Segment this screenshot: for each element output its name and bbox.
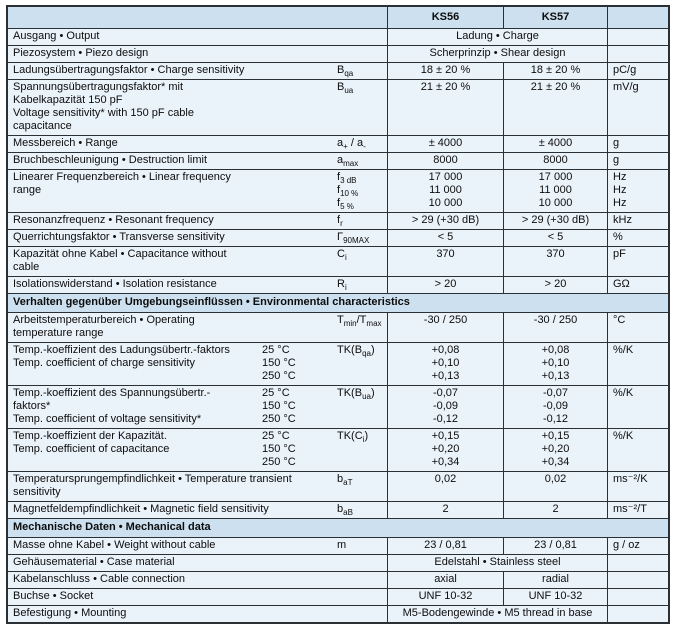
- unit: g: [607, 136, 668, 152]
- header-param-cell: [8, 7, 387, 28]
- param-label: Piezosystem • Piezo design: [13, 47, 149, 59]
- value-span: Ladung • Charge: [387, 29, 607, 45]
- symbol: [337, 277, 387, 293]
- symbol-sub: aT: [343, 478, 353, 488]
- param-label: Querrichtungsfaktor • Transverse sensitivity: [13, 231, 225, 243]
- value-span: Scherprinzip • Shear design: [387, 46, 607, 62]
- symbol-main: ): [370, 387, 375, 399]
- symbol: [337, 136, 387, 152]
- symbol-main: f: [337, 184, 341, 196]
- param-label-de: Temp.-koeffizient der Kapazität.: [13, 430, 167, 442]
- unit: g: [607, 153, 668, 169]
- temperature-conditions: 25 °C 150 °C 250 °C: [262, 387, 296, 425]
- value-ks56: +0,08 +0,10 +0,13: [387, 343, 503, 385]
- param-label: Arbeitstemperaturbereich • Operating temperature range: [13, 314, 195, 339]
- param-label: Bruchbeschleunigung • Destruction limit: [13, 154, 208, 166]
- symbol: [337, 170, 387, 212]
- param-label: Isolationswiderstand • Isolation resistance: [13, 278, 217, 290]
- value-ks56: axial: [387, 572, 503, 588]
- value-ks57: 2: [503, 502, 607, 518]
- row-range: [8, 135, 668, 152]
- row-mounting: [8, 605, 668, 622]
- unit: [607, 572, 668, 588]
- value-ks56: 2: [387, 502, 503, 518]
- param-label: [8, 343, 250, 372]
- value-ks57: -0,07 -0,09 -0,12: [503, 386, 607, 428]
- symbol-main: TK(C: [337, 430, 363, 442]
- param-label-en: Voltage sensitivity* with 150 pF cable capacitance: [13, 107, 194, 132]
- value-ks56: -30 / 250: [387, 313, 503, 342]
- param-label: Kapazität ohne Kabel • Capacitance without cable: [13, 248, 227, 273]
- value-ks56: UNF 10-32: [387, 589, 503, 605]
- symbol: [337, 538, 387, 554]
- unit: mV/g: [607, 80, 668, 135]
- section-mechanical: [8, 518, 668, 537]
- row-temperature-transient: [8, 471, 668, 501]
- unit: pF: [607, 247, 668, 276]
- symbol: [337, 472, 387, 488]
- row-output: [8, 28, 668, 45]
- unit: %/K: [607, 429, 668, 471]
- symbol-main: f: [337, 214, 341, 226]
- symbol-sub: +: [343, 142, 348, 152]
- value-ks56: 0,02: [387, 472, 503, 501]
- symbol-main: a: [337, 137, 344, 149]
- row-operating-temperature: [8, 312, 668, 342]
- symbol-sub: qa: [344, 69, 354, 79]
- section-environmental: [8, 293, 668, 312]
- symbol-sub: 10 %: [340, 189, 359, 199]
- value-ks57: 18 ± 20 %: [503, 63, 607, 79]
- header-ks57: KS57: [503, 7, 607, 28]
- symbol: [337, 63, 387, 79]
- param-label: Masse ohne Kabel • Weight without cable: [13, 539, 216, 551]
- value-ks56: 370: [387, 247, 503, 276]
- symbol-main: b: [337, 503, 344, 515]
- row-magnetic-field: [8, 501, 668, 518]
- symbol-sub: -: [363, 142, 366, 152]
- value-ks57: UNF 10-32: [503, 589, 607, 605]
- symbol: [337, 80, 387, 96]
- value-span: M5-Bodengewinde • M5 thread in base: [387, 606, 607, 622]
- param-label: Ladungsübertragungsfaktor • Charge sensitivity: [13, 64, 245, 76]
- symbol-sub: min: [343, 319, 357, 329]
- param-label: Magnetfeldempfindlichkeit • Magnetic field sensitivity: [13, 503, 269, 515]
- value-ks57: radial: [503, 572, 607, 588]
- value-ks56: -0,07 -0,09 -0,12: [387, 386, 503, 428]
- symbol: [337, 386, 387, 402]
- unit: [607, 29, 668, 45]
- symbol-sub: 3 dB: [340, 176, 357, 186]
- param-label: Buchse • Socket: [13, 590, 94, 602]
- value-ks56: > 20: [387, 277, 503, 293]
- value-ks57: 0,02: [503, 472, 607, 501]
- symbol: [337, 313, 387, 329]
- symbol-main: f: [337, 197, 341, 209]
- value-ks57: 370: [503, 247, 607, 276]
- symbol-main: B: [337, 81, 345, 93]
- row-voltage-sensitivity: [8, 79, 668, 135]
- row-tk-voltage-sensitivity: [8, 385, 668, 428]
- symbol-main: / a: [347, 137, 364, 149]
- row-socket: [8, 588, 668, 605]
- value-span: Edelstahl • Stainless steel: [387, 555, 607, 571]
- value-ks56: +0,15 +0,20 +0,34: [387, 429, 503, 471]
- symbol-sub: r: [340, 219, 343, 229]
- symbol-main: ): [364, 430, 369, 442]
- param-label-de: Temp.-koeffizient des Spannungsübertr.-faktors*: [13, 387, 211, 412]
- row-case-material: [8, 554, 668, 571]
- unit: %/K: [607, 343, 668, 385]
- symbol-sub: i: [362, 435, 365, 445]
- value-ks56: 23 / 0,81: [387, 538, 503, 554]
- row-transverse-sensitivity: [8, 229, 668, 246]
- symbol-sub: ua: [362, 392, 371, 402]
- value-ks57: +0,15 +0,20 +0,34: [503, 429, 607, 471]
- symbol-main: T: [337, 314, 344, 326]
- symbol-sub: 5 %: [340, 202, 354, 212]
- row-tk-capacitance: [8, 428, 668, 471]
- symbol-sub: max: [366, 319, 382, 329]
- value-ks57: 21 ± 20 %: [503, 80, 607, 135]
- row-piezo: [8, 45, 668, 62]
- symbol-main: b: [337, 473, 344, 485]
- symbol: [337, 429, 387, 445]
- symbol-main: TK(B: [337, 387, 363, 399]
- row-weight: [8, 537, 668, 554]
- unit: °C: [607, 313, 668, 342]
- unit: %/K: [607, 386, 668, 428]
- unit: pC/g: [607, 63, 668, 79]
- symbol: [337, 230, 387, 246]
- symbol-sub: aB: [343, 508, 353, 518]
- symbol: [337, 247, 387, 263]
- value-ks57: 23 / 0,81: [503, 538, 607, 554]
- param-label: Ausgang • Output: [13, 30, 100, 42]
- temperature-conditions: 25 °C 150 °C 250 °C: [262, 344, 296, 382]
- value-ks57: > 20: [503, 277, 607, 293]
- symbol-main: R: [337, 278, 345, 290]
- value-ks57: 8000: [503, 153, 607, 169]
- symbol-main: C: [337, 248, 345, 260]
- symbol-sub: i: [344, 253, 347, 263]
- symbol: [337, 502, 387, 518]
- header-unit-empty: [607, 7, 668, 28]
- symbol-main: B: [337, 64, 345, 76]
- table-header-row: [8, 7, 668, 28]
- symbol-main: /T: [356, 314, 367, 326]
- spec-table: [6, 5, 670, 624]
- section-title: Verhalten gegenüber Umgebungseinflüssen • Environmental characteristics: [13, 296, 410, 308]
- value-ks56: ± 4000: [387, 136, 503, 152]
- temperature-conditions: 25 °C 150 °C 250 °C: [262, 430, 296, 468]
- unit: kHz: [607, 213, 668, 229]
- param-label: Messbereich • Range: [13, 137, 118, 149]
- header-ks56: KS56: [387, 7, 503, 28]
- symbol-sub: qa: [362, 349, 371, 359]
- param-label: [8, 80, 250, 135]
- symbol-sub: max: [343, 159, 359, 169]
- param-label: Resonanzfrequenz • Resonant frequency: [13, 214, 214, 226]
- value-ks57: -30 / 250: [503, 313, 607, 342]
- value-ks56: 18 ± 20 %: [387, 63, 503, 79]
- unit: [607, 589, 668, 605]
- param-label: [8, 386, 250, 428]
- symbol-sub: ua: [344, 86, 354, 96]
- unit: Hz Hz Hz: [607, 170, 668, 212]
- unit: [607, 46, 668, 62]
- value-ks56: 8000: [387, 153, 503, 169]
- param-label: Befestigung • Mounting: [13, 607, 127, 619]
- param-label: Linearer Frequenzbereich • Linear frequency range: [13, 171, 231, 196]
- value-ks57: ± 4000: [503, 136, 607, 152]
- unit: [607, 606, 668, 622]
- param-label-de: Spannungsübertragungsfaktor* mit Kabelkapazität 150 pF: [13, 81, 183, 106]
- symbol-sub: 90MAX: [343, 236, 370, 246]
- value-ks57: > 29 (+30 dB): [503, 213, 607, 229]
- row-destruction-limit: [8, 152, 668, 169]
- symbol-main: a: [337, 154, 344, 166]
- row-capacitance: [8, 246, 668, 276]
- row-isolation-resistance: [8, 276, 668, 293]
- param-label-en: Temp. coefficient of charge sensitivity: [13, 357, 195, 369]
- section-title: Mechanische Daten • Mechanical data: [13, 521, 211, 533]
- symbol-main: f: [337, 171, 341, 183]
- value-ks57: +0,08 +0,10 +0,13: [503, 343, 607, 385]
- value-ks56: 17 000 11 000 10 000: [387, 170, 503, 212]
- value-ks57: < 5: [503, 230, 607, 246]
- row-resonant-frequency: [8, 212, 668, 229]
- unit: ms⁻²/K: [607, 472, 668, 501]
- symbol: [337, 343, 387, 359]
- param-label-en: Temp. coefficient of capacitance: [13, 443, 170, 455]
- value-ks56: < 5: [387, 230, 503, 246]
- param-label-de: Temp.-koeffizient des Ladungsübertr.-faktors: [13, 344, 230, 356]
- header-empty: [8, 7, 250, 15]
- param-label: [8, 429, 250, 458]
- row-charge-sensitivity: [8, 62, 668, 79]
- param-label-en: Temp. coefficient of voltage sensitivity*: [13, 413, 202, 425]
- unit: [607, 555, 668, 571]
- symbol-main: m: [337, 539, 347, 551]
- symbol-sub: i: [344, 283, 347, 293]
- value-ks56: > 29 (+30 dB): [387, 213, 503, 229]
- row-cable-connection: [8, 571, 668, 588]
- symbol-main: TK(B: [337, 344, 363, 356]
- value-ks57: 17 000 11 000 10 000: [503, 170, 607, 212]
- unit: ms⁻²/T: [607, 502, 668, 518]
- symbol-main: ): [370, 344, 375, 356]
- unit: GΩ: [607, 277, 668, 293]
- param-label: Temperatursprungempfindlichkeit • Temperature transient sensitivity: [13, 473, 292, 498]
- row-tk-charge-sensitivity: [8, 342, 668, 385]
- symbol: [337, 213, 387, 229]
- value-ks56: 21 ± 20 %: [387, 80, 503, 135]
- param-label: Gehäusematerial • Case material: [13, 556, 175, 568]
- unit: %: [607, 230, 668, 246]
- symbol: [337, 153, 387, 169]
- param-label: Kabelanschluss • Cable connection: [13, 573, 186, 585]
- symbol-main: Γ: [337, 231, 344, 243]
- unit: g / oz: [607, 538, 668, 554]
- row-linear-frequency-range: [8, 169, 668, 212]
